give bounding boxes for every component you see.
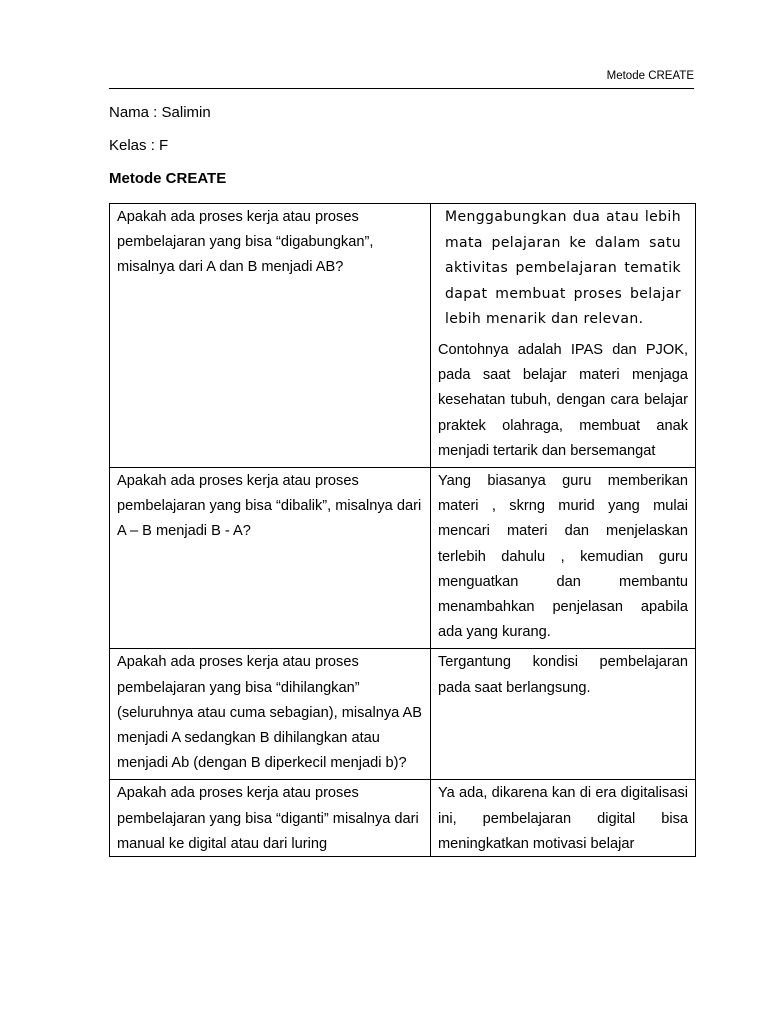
section-title: Metode CREATE [109, 170, 227, 187]
create-method-table [109, 203, 696, 857]
table-row [110, 649, 696, 780]
table-row [110, 467, 696, 648]
question-cell [110, 780, 431, 857]
table-row [110, 204, 696, 468]
question-cell: Apakah ada proses kerja atau proses pembelajaran yang bisa “dibalik”, misalnya dari A – B menjadi B - A? [110, 467, 431, 648]
answer-paragraph: Yang biasanya guru memberikan materi , skrng murid yang mulai mencari materi dan menjelaskan terlebih dahulu , kemudian guru menguatkan dan membantu menambahkan penjelasan apabila ada yang kurang. [438, 472, 688, 641]
class-line: Kelas : F [109, 137, 169, 154]
answer-paragraph: Tergantung kondisi pembelajaran pada saat berlangsung. [438, 654, 688, 696]
answer-cell [431, 649, 696, 780]
table-row [110, 780, 696, 857]
answer-paragraph: Menggabungkan dua atau lebih mata pelajaran ke dalam satu aktivitas pembelajaran tematik dapat membuat proses belajar lebih menarik dan relevan. [445, 209, 681, 328]
question-text: Apakah ada proses kerja atau proses pembelajaran yang bisa “diganti” misalnya dari manual ke digital atau dari luring [117, 785, 419, 852]
answer-paragraph: Ya ada, dikarena kan di era digitalisasi ini, pembelajaran digital bisa meningkatkan motivasi belajar [438, 785, 688, 852]
name-line: Nama : Salimin [109, 104, 211, 121]
answer-clip [438, 781, 688, 853]
header-title: Metode CREATE [606, 70, 694, 82]
question-cell: Apakah ada proses kerja atau proses pembelajaran yang bisa “digabungkan”, misalnya dari A dan B menjadi AB? [110, 204, 431, 468]
answer-cell [431, 204, 696, 468]
answer-cell [431, 780, 696, 857]
question-cell: Apakah ada proses kerja atau proses pembelajaran yang bisa “dihilangkan” (seluruhnya atau cuma sebagian), misalnya AB menjadi A sedangkan B dihilangkan atau menjadi Ab (dengan B diperkecil menjadi b)? [110, 649, 431, 780]
page-header [109, 68, 694, 89]
answer-paragraph: Contohnya adalah IPAS dan PJOK, pada saat belajar materi menjaga kesehatan tubuh, dengan cara belajar praktek olahraga, membuat anak menjadi tertarik dan bersemangat [438, 341, 688, 459]
answer-cell [431, 467, 696, 648]
